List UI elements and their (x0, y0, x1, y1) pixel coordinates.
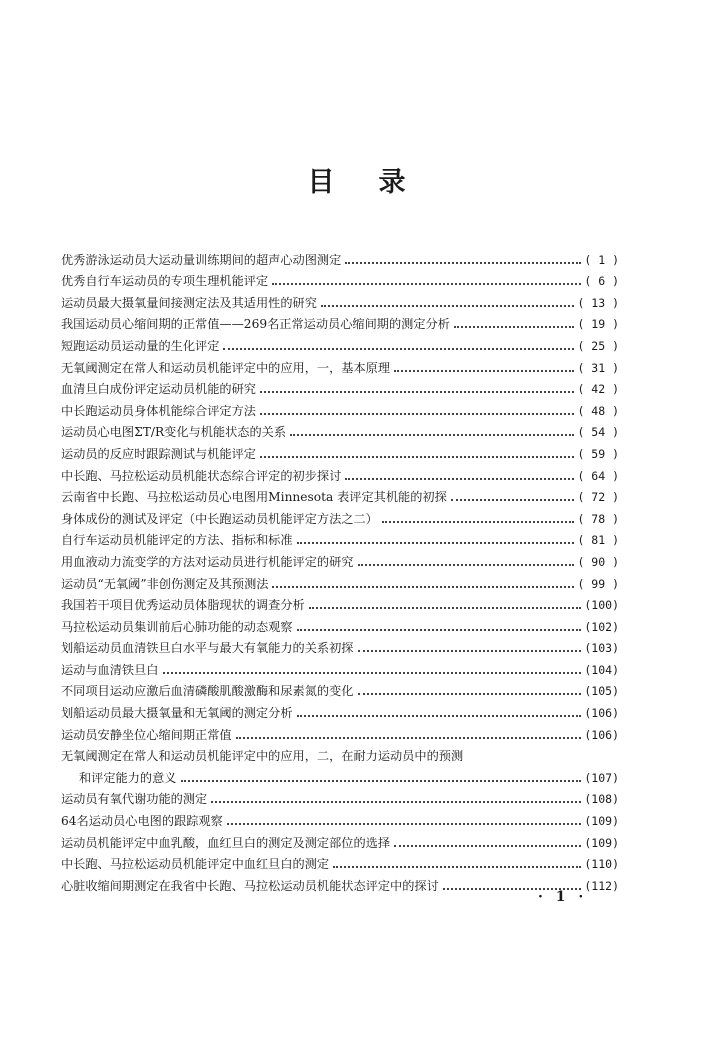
dot-leader (451, 499, 575, 501)
dot-leader (382, 521, 575, 523)
toc-entry-page: ( 54 ) (577, 425, 619, 440)
toc-entry (61, 548, 619, 570)
toc-entry-page: ( 42 ) (577, 382, 619, 397)
dot-leader (223, 348, 574, 350)
toc-entry-page: ( 78 ) (577, 511, 619, 526)
toc-entry-page: (109) (584, 835, 619, 850)
toc-entry-title: 马拉松运动员集训前后心肺功能的动态观察 (61, 619, 293, 634)
toc-entry-page: ( 99 ) (577, 576, 619, 591)
toc-entry (61, 699, 619, 721)
toc-entry-title: 运动员“无氧阈”非创伤测定及其预测法 (61, 576, 269, 591)
dot-leader (260, 391, 574, 393)
toc-entry-title: 中长跑、马拉松运动员机能状态综合评定的初步探讨 (61, 468, 342, 483)
toc-entry-continuation (61, 764, 619, 786)
toc-entry (61, 613, 619, 635)
dot-leader (290, 434, 574, 436)
toc-entry (61, 786, 619, 808)
dot-leader (297, 542, 575, 544)
toc-entry-title: 无氧阈测定在常人和运动员机能评定中的应用，二，在耐力运动员中的预测 (61, 749, 464, 764)
toc-entry-page: ( 81 ) (577, 533, 619, 548)
toc-entry-page: ( 13 ) (577, 295, 619, 310)
toc-entry-title: 优秀自行车运动员的专项生理机能评定 (61, 274, 269, 289)
toc-entry-page: ( 31 ) (577, 360, 619, 375)
toc-entry (61, 505, 619, 527)
toc-entry-title: 短跑运动员运动量的生化评定 (61, 338, 220, 353)
toc-entry-page: ( 59 ) (577, 446, 619, 461)
dot-leader (345, 262, 581, 264)
dot-leader (394, 845, 581, 847)
toc-entry-page: ( 19 ) (577, 317, 619, 332)
dot-leader (236, 737, 582, 739)
toc-entry (61, 397, 619, 419)
toc-entry-page: ( 6 ) (584, 274, 619, 289)
toc-entry (61, 376, 619, 398)
toc-entry-title: 身体成份的测试及评定（中长跑运动员机能评定方法之二） (61, 511, 378, 526)
dot-leader (181, 780, 582, 782)
dot-leader (272, 283, 581, 285)
toc-entry-title: 运动员安静坐位心缩间期正常值 (61, 727, 232, 742)
toc-entry-title: 和评定能力的意义 (79, 770, 177, 785)
dot-leader (272, 586, 574, 588)
toc-entry-title: 血清旦白成份评定运动员机能的研究 (61, 382, 256, 397)
toc-entry-title: 运动员机能评定中血乳酸，血红旦白的测定及测定部位的选择 (61, 835, 391, 850)
dot-leader (297, 629, 582, 631)
toc-entry (61, 592, 619, 614)
toc-entry-page: (104) (584, 662, 619, 677)
toc-entry-title: 自行车运动员机能评定的方法、指标和标准 (61, 533, 293, 548)
toc-entry (61, 246, 619, 268)
toc-entry-title: 中长跑、马拉松运动员机能评定中血红旦白的测定 (61, 857, 330, 872)
toc-entry-page: (110) (584, 857, 619, 872)
toc-entry-title: 优秀游泳运动员大运动量训练期间的超声心动图测定 (61, 252, 342, 267)
title-char-2: 录 (378, 167, 406, 198)
dot-leader (297, 715, 582, 717)
toc-entry-title: 无氧阈测定在常人和运动员机能评定中的应用，一，基本原理 (61, 360, 391, 375)
toc-entry-page: ( 72 ) (577, 490, 619, 505)
toc-entry-title: 运动员心电图ΣT/R变化与机能状态的关系 (61, 425, 287, 440)
toc-entry-page: (106) (584, 727, 619, 742)
dot-leader (163, 672, 582, 674)
toc-entry-page: (107) (584, 770, 619, 785)
toc-entry-title: 不同项目运动应激后血清磷酸肌酸激酶和尿素氮的变化 (61, 684, 354, 699)
toc-entry-page: ( 1 ) (584, 252, 619, 267)
dot-leader (358, 650, 582, 652)
dot-leader (260, 413, 574, 415)
toc-entry-title: 我国运动员心缩间期的正常值——269名正常运动员心缩间期的测定分析 (61, 317, 450, 332)
page-number: · 1 · (538, 889, 588, 905)
dot-leader (358, 564, 575, 566)
toc-entry-title: 心脏收缩间期测定在我省中长跑、马拉松运动员机能状态评定中的探讨 (61, 878, 439, 893)
toc-entry (61, 311, 619, 333)
dot-leader (227, 823, 582, 825)
toc-entry-page: (103) (584, 641, 619, 656)
toc-entry-title: 用血液动力流变学的方法对运动员进行机能评定的研究 (61, 554, 354, 569)
toc-entry-title: 划船运动员血清铁旦白水平与最大有氧能力的关系初探 (61, 641, 354, 656)
toc-entry-title: 运动员最大摄氧量间接测定法及其适用性的研究 (61, 295, 317, 310)
toc-entry-page: (100) (584, 598, 619, 613)
toc-entry-page: ( 25 ) (577, 338, 619, 353)
toc-entry-page: ( 90 ) (577, 554, 619, 569)
dot-leader (260, 456, 574, 458)
dot-leader (321, 305, 575, 307)
toc-entry (61, 527, 619, 549)
toc-entry-title: 我国若干项目优秀运动员体脂现状的调查分析 (61, 598, 305, 613)
toc-entry (61, 635, 619, 657)
toc-entry-title: 64名运动员心电图的跟踪观察 (61, 814, 223, 829)
toc-entry-title: 划船运动员最大摄氧量和无氧阈的测定分析 (61, 706, 293, 721)
toc-entry (61, 872, 619, 894)
dot-leader (211, 801, 581, 803)
toc-entry-page: (109) (584, 814, 619, 829)
toc-entry-title: 中长跑运动员身体机能综合评定方法 (61, 403, 256, 418)
toc-entry-title: 云南省中长跑、马拉松运动员心电图用Minnesota 表评定其机能的初探 (61, 490, 447, 505)
toc-entry-page: ( 48 ) (577, 403, 619, 418)
toc-entry-title: 运动员的反应时跟踪测试与机能评定 (61, 446, 256, 461)
toc-entry (61, 419, 619, 441)
dot-leader (345, 478, 574, 480)
table-of-contents (61, 246, 619, 894)
toc-entry (61, 268, 619, 290)
toc-entry-page: (105) (584, 684, 619, 699)
toc-entry-page: (112) (584, 878, 619, 893)
toc-entry (61, 851, 619, 873)
toc-entry (61, 570, 619, 592)
toc-entry (61, 289, 619, 311)
toc-entry-page: (102) (584, 619, 619, 634)
toc-entry-page: (106) (584, 706, 619, 721)
toc-entry (61, 354, 619, 376)
toc-entry (61, 807, 619, 829)
toc-entry (61, 332, 619, 354)
title-char-1: 目 (307, 167, 335, 198)
toc-entry-title: 运动员有氧代谢功能的测定 (61, 792, 208, 807)
toc-entry (61, 721, 619, 743)
toc-entry (61, 656, 619, 678)
dot-leader (358, 693, 582, 695)
dot-leader (454, 326, 575, 328)
toc-entry (61, 484, 619, 506)
toc-entry (61, 743, 619, 765)
toc-entry (61, 829, 619, 851)
page-title (0, 160, 713, 199)
toc-entry-title: 运动与血清铁旦白 (61, 662, 159, 677)
dot-leader (333, 866, 581, 868)
dot-leader (309, 607, 582, 609)
toc-entry (61, 440, 619, 462)
toc-entry (61, 462, 619, 484)
toc-entry-page: (108) (584, 792, 619, 807)
dot-leader (394, 370, 574, 372)
toc-entry (61, 678, 619, 700)
toc-entry-page: ( 64 ) (577, 468, 619, 483)
